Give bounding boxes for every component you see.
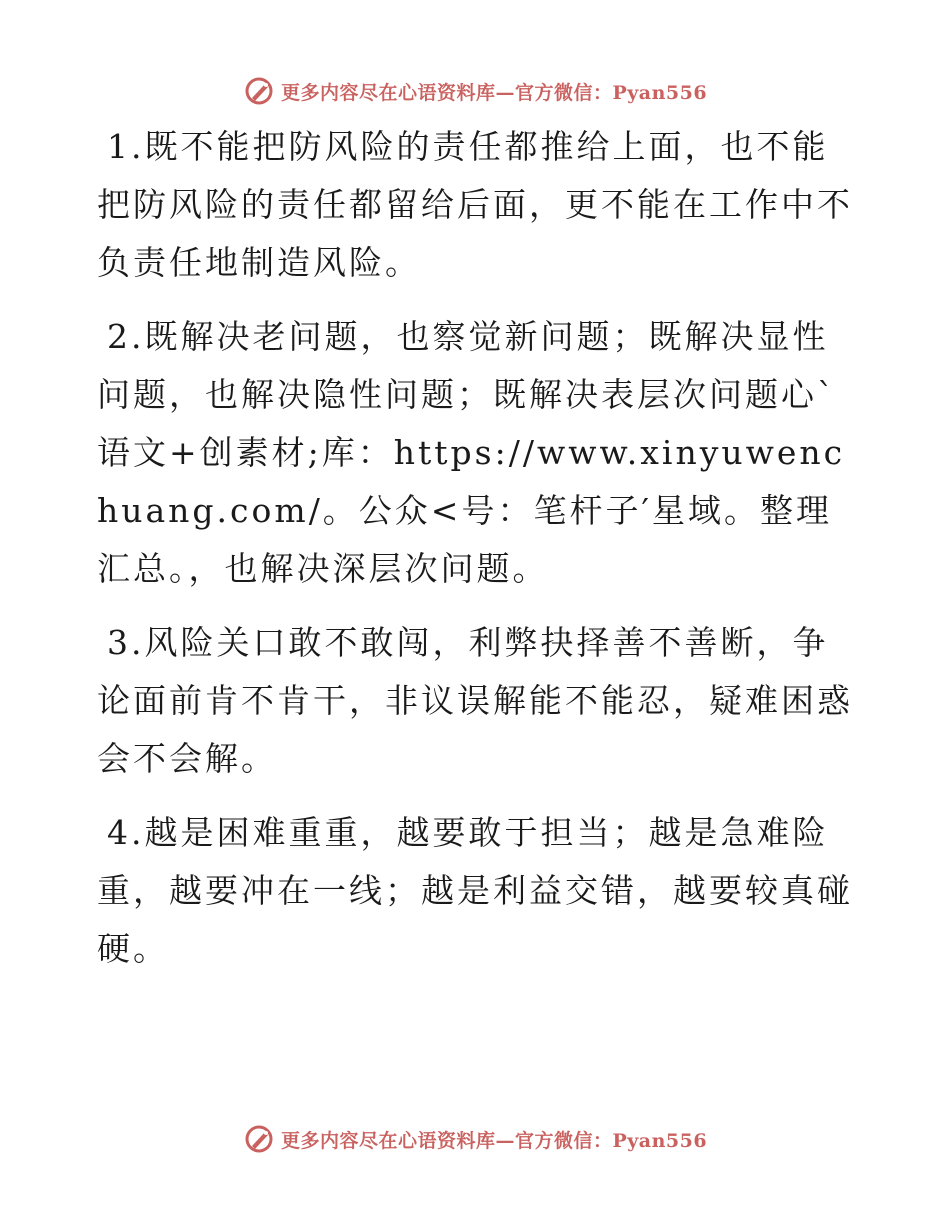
- paragraph-number: 3.: [107, 623, 145, 662]
- pen-nib-logo-icon: [243, 75, 275, 107]
- paragraph-number: 1.: [107, 127, 145, 166]
- header-banner-text: 更多内容尽在心语资料库—官方微信：Pyan556: [280, 81, 708, 104]
- pen-nib-logo-icon: [243, 1123, 275, 1155]
- paragraph-2: [97, 308, 857, 598]
- footer-banner-text: 更多内容尽在心语资料库—官方微信：Pyan556: [280, 1129, 708, 1152]
- paragraph-text: 风险关口敢不敢闯，利弊抉择善不善断，争论面前肯不肯干，非议误解能不能忍，疑难困惑会不会解。: [97, 623, 853, 778]
- paragraph-1: [97, 118, 857, 292]
- footer-banner: [0, 1119, 950, 1159]
- paragraph-text: 既不能把防风险的责任都推给上面，也不能把防风险的责任都留给后面，更不能在工作中不负责任地制造风险。: [97, 127, 853, 282]
- paragraph-3: [97, 614, 857, 788]
- paragraph-number: 4.: [107, 813, 145, 852]
- paragraph-text: 越是困难重重，越要敢于担当；越是急难险重，越要冲在一线；越是利益交错，越要较真碰硬。: [97, 813, 853, 968]
- paragraph-4: [97, 804, 857, 978]
- paragraph-number: 2.: [107, 317, 145, 356]
- document-body: [97, 118, 857, 994]
- header-banner: [0, 71, 950, 111]
- paragraph-text: 既解决老问题，也察觉新问题；既解决显性问题，也解决隐性问题；既解决表层次问题心`语文+创素材;库：https://www.xinyuwenchuang.com/。公众<号：笔杆子′星域。整理汇总。，也解决深层次问题。: [97, 317, 846, 588]
